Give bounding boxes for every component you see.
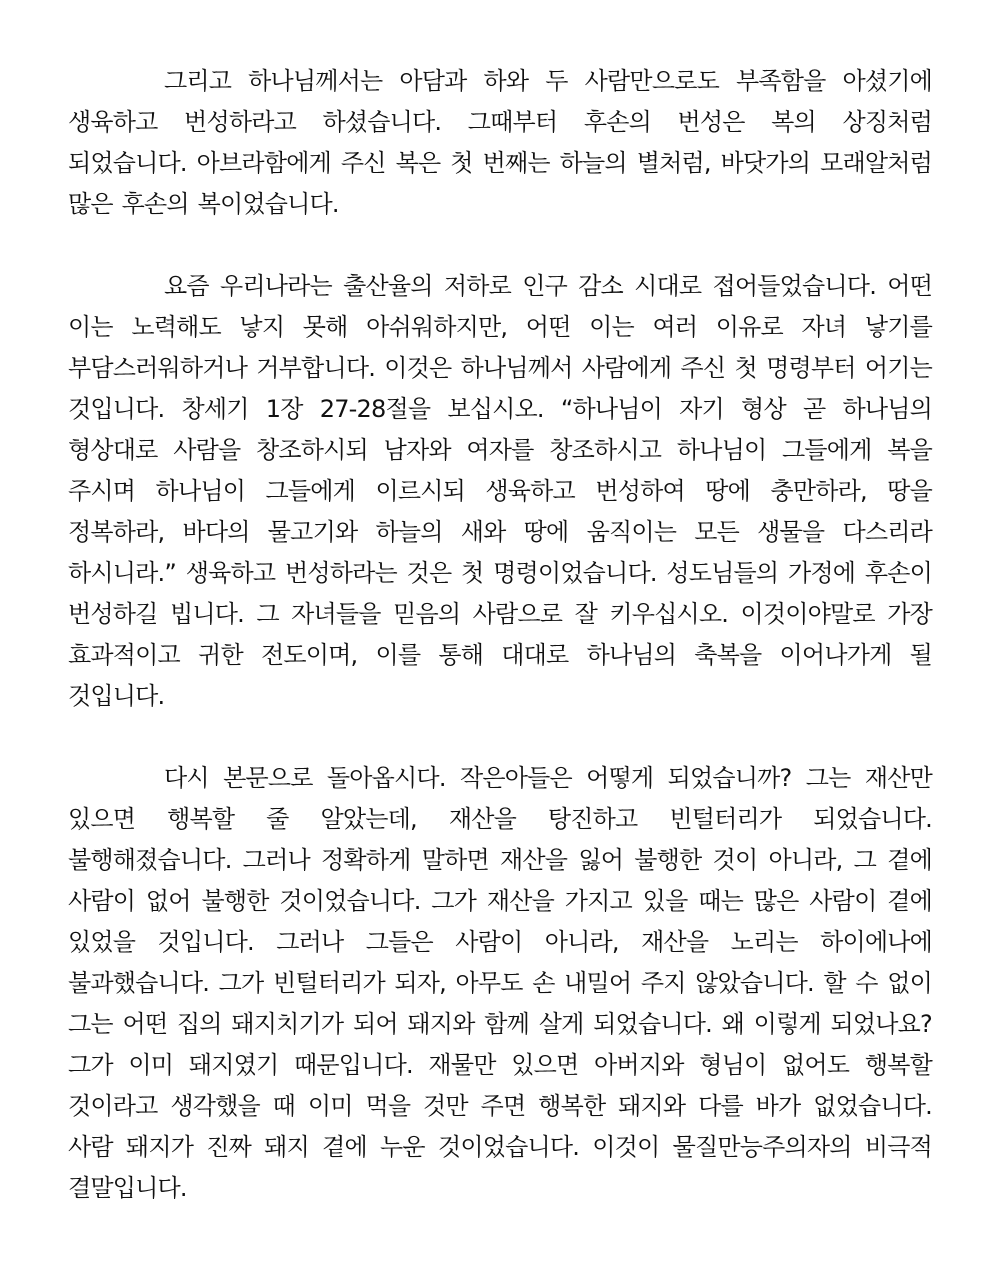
document-page: [68, 61, 932, 1209]
paragraph-prodigal-son: 다시 본문으로 돌아옵시다. 작은아들은 어떻게 되었습니까? 그는 재산만 있으면 행복할 줄 알았는데, 재산을 탕진하고 빈털터리가 되었습니다. 불행해졌습니다. 그러나 정확하게 말하면 재산을 잃어 불행한 것이 아니라, 그 곁에 사람이 없어 불행한 것이었습니다. 그가 재산을 가지고 있을 때는 많은 사람이 곁에 있었을 것입니다. 그러나 그들은 사람이 아니라, 재산을 노리는 하이에나에 불과했습니다. 그가 빈털터리가 되자, 아무도 손 내밀어 주지 않았습니다. 할 수 없이 그는 어떤 집의 돼지치기가 되어 돼지와 함께 살게 되었습니다. 왜 이렇게 되었나요? 그가 이미 돼지였기 때문입니다. 재물만 있으면 아버지와 형님이 없어도 행복할 것이라고 생각했을 때 이미 먹을 것만 주면 행복한 돼지와 다를 바가 없었습니다. 사람 돼지가 진짜 돼지 곁에 누운 것이었습니다. 이것이 물질만능주의자의 비극적 결말입니다.: [68, 764, 932, 1202]
paragraph-low-birth-rate: 요즘 우리나라는 출산율의 저하로 인구 감소 시대로 접어들었습니다. 어떤 이는 노력해도 낳지 못해 아쉬워하지만, 어떤 이는 여러 이유로 자녀 낳기를 부담스러워하거나 거부합니다. 이것은 하나님께서 사람에게 주신 첫 명령부터 어기는 것입니다. 창세기 1장 27-28절을 보십시오. “하나님이 자기 형상 곧 하나님의 형상대로 사람을 창조하시되 남자와 여자를 창조하시고 하나님이 그들에게 복을 주시며 하나님이 그들에게 이르시되 생육하고 번성하여 땅에 충만하라, 땅을 정복하라, 바다의 물고기와 하늘의 새와 땅에 움직이는 모든 생물을 다스리라 하시니라.” 생육하고 번성하라는 것은 첫 명령이었습니다. 성도님들의 가정에 후손이 번성하길 빕니다. 그 자녀들을 믿음의 사람으로 잘 키우십시오. 이것이야말로 가장 효과적이고 귀한 전도이며, 이를 통해 대대로 하나님의 축복을 이어나가게 될 것입니다.: [68, 272, 932, 710]
paragraph-blessing-of-descendants: 그리고 하나님께서는 아담과 하와 두 사람만으로도 부족함을 아셨기에 생육하고 번성하라고 하셨습니다. 그때부터 후손의 번성은 복의 상징처럼 되었습니다. 아브라함에게 주신 복은 첫 번째는 하늘의 별처럼, 바닷가의 모래알처럼 많은 후손의 복이었습니다.: [68, 67, 932, 218]
